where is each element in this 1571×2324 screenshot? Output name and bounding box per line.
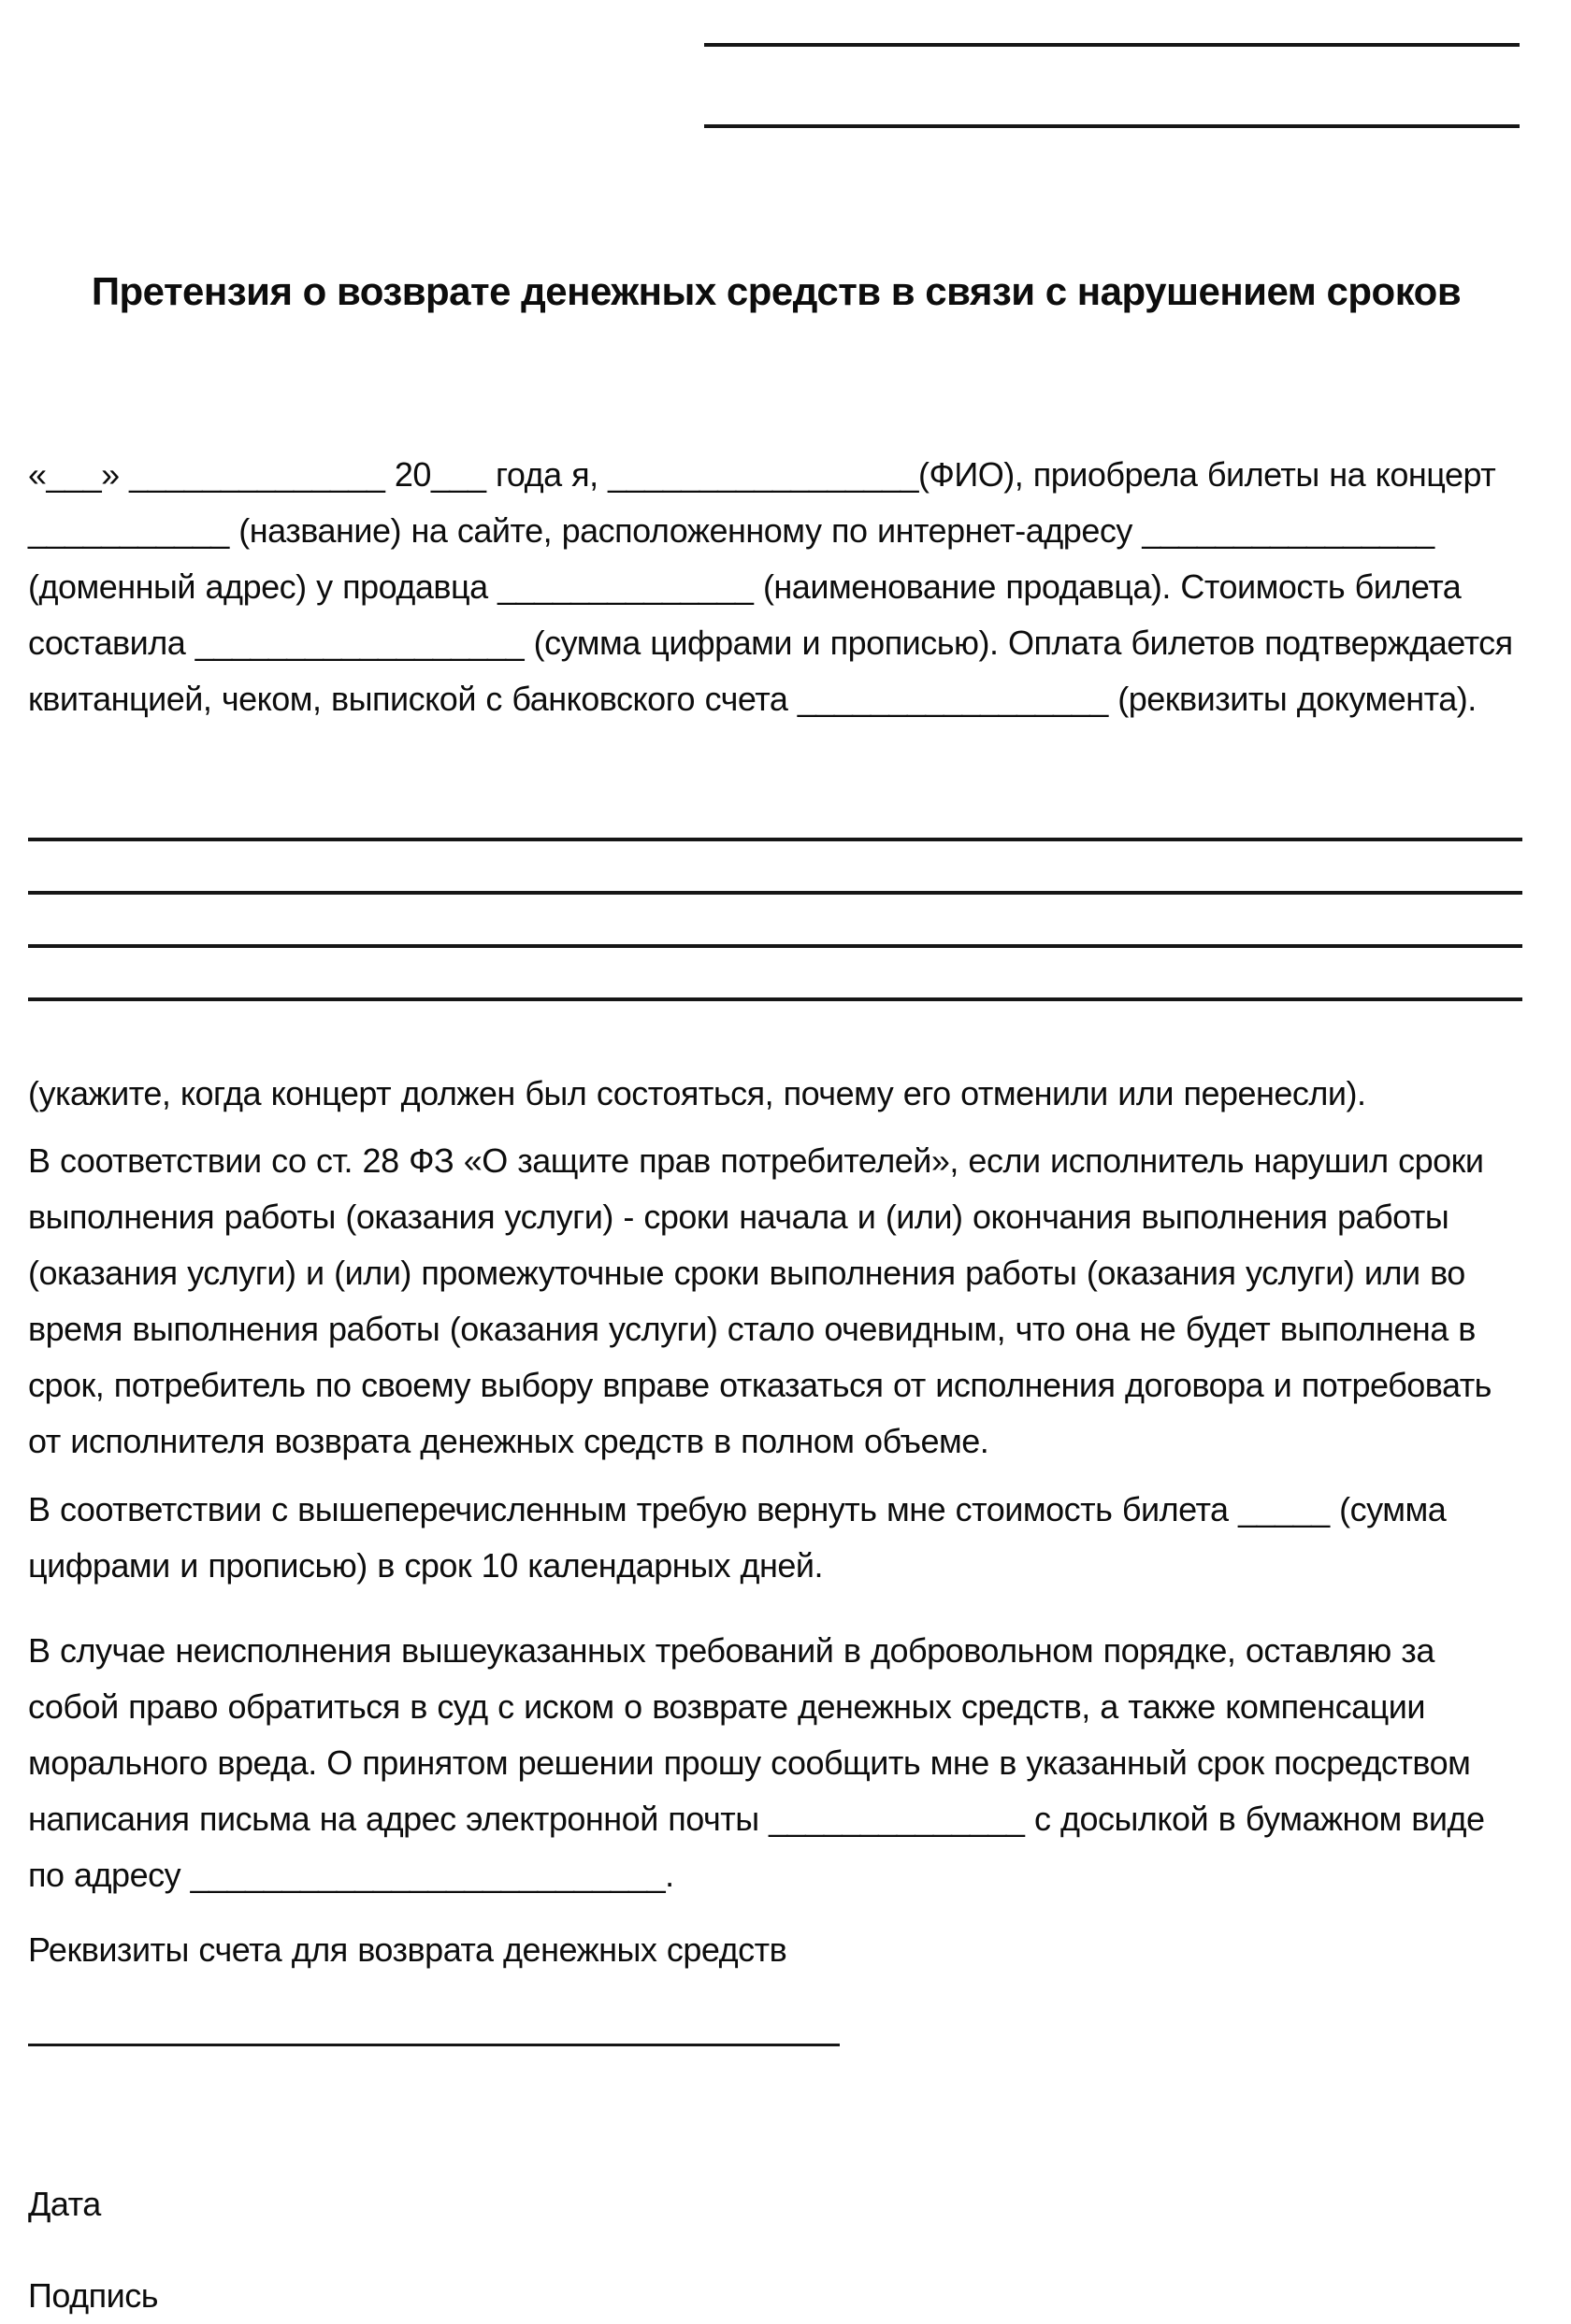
details-fill-line-4 xyxy=(28,997,1522,1001)
date-label: Дата xyxy=(28,2185,101,2223)
details-fill-line-1 xyxy=(28,838,1522,841)
demand-paragraph: В соответствии с вышеперечисленным требую вернуть мне стоимость билета _____ (сумма цифрами и прописью) в срок 10 календарных дней. xyxy=(28,1490,1456,1585)
requisites-label: Реквизиты счета для возврата денежных средств xyxy=(28,1930,787,1969)
signature-label: Подпись xyxy=(28,2276,158,2315)
header-fill-line-2 xyxy=(704,124,1520,128)
intro-paragraph: «___» ______________ 20___ года я, _________________(ФИО), приобрела билеты на концерт ___________ (название) на сайте, расположенному по интернет-адресу ________________ (доменный адрес) у продавца ______________ (наименование продавца). Стоимость билета составила __________________ (сумма цифрами и прописью). Оплата билетов подтверждается квитанцией, чеком, выпиской с банковского счета _________________ (реквизиты документа). xyxy=(28,455,1523,718)
details-fill-line-3 xyxy=(28,944,1522,948)
details-fill-line-2 xyxy=(28,891,1522,895)
requisites-fill-line xyxy=(28,2044,840,2046)
document-title: Претензия о возврате денежных средств в связи с нарушением сроков xyxy=(91,269,1462,313)
consequences-paragraph: В случае неисполнения вышеуказанных требований в добровольном порядке, оставляю за собой право обратиться в суд с иском о возврате денежных средств, а также компенсации морального вреда. О принятом решении прошу сообщить мне в указанный срок посредством написания письма на адрес электронной почты ______________ с досылкой в бумажном виде по адресу __________________________. xyxy=(28,1631,1494,1894)
header-fill-line-1 xyxy=(704,43,1520,47)
details-caption: (укажите, когда концерт должен был состояться, почему его отменили или перенесли). xyxy=(28,1074,1366,1112)
law-paragraph: В соответствии со ст. 28 ФЗ «О защите прав потребителей», если исполнитель нарушил сроки выполнения работы (оказания услуги) - сроки начала и (или) окончания выполнения работы (оказания услуги) и (или) промежуточные сроки выполнения работы (оказания услуги) или во время выполнения работы (оказания услуги) стало очевидным, что она не будет выполнена в срок, потребитель по своему выбору вправе отказаться от исполнения договора и потребовать от исполнителя возврата денежных средств в полном объеме. xyxy=(28,1141,1502,1460)
